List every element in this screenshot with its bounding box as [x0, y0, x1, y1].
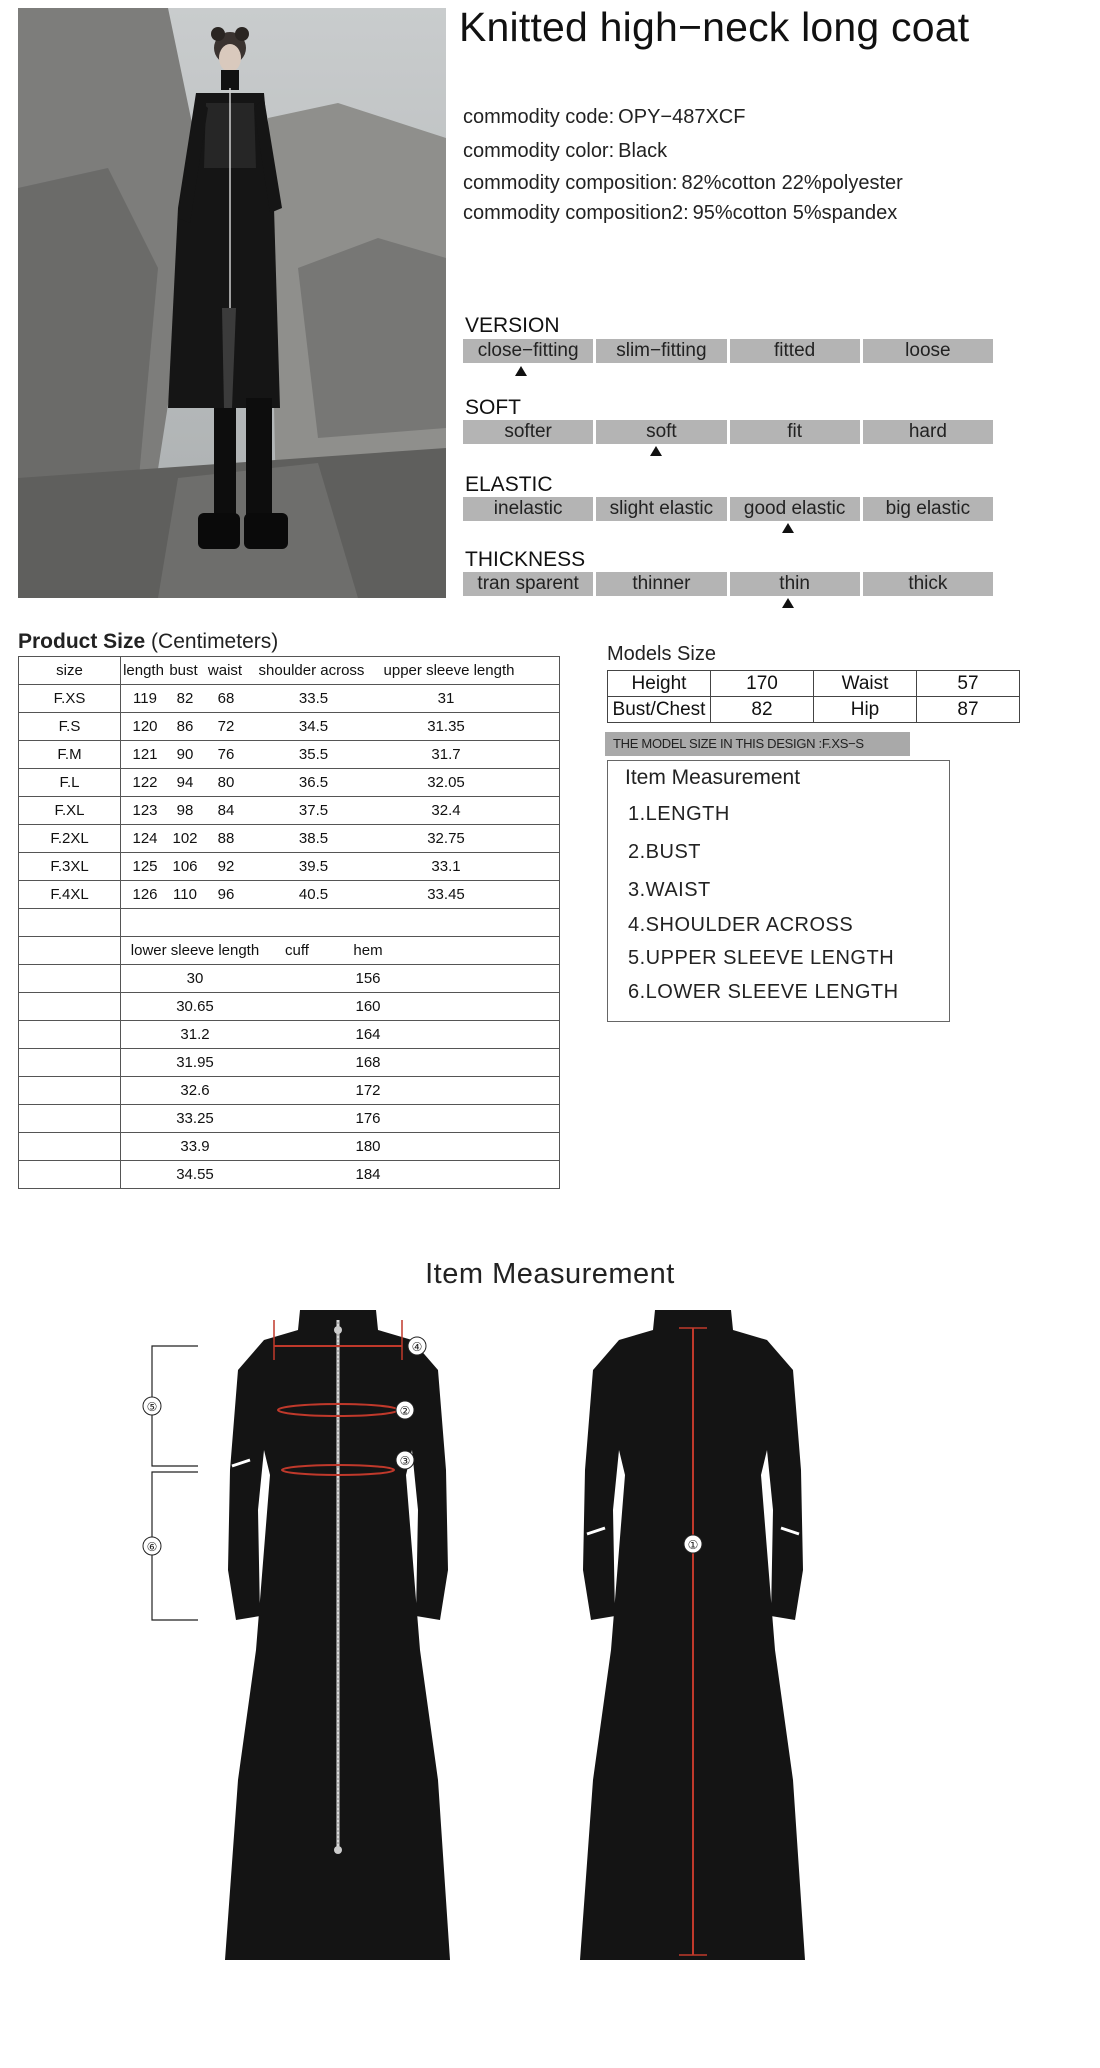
table-cell: 160	[355, 998, 381, 1015]
table-cell: 102	[172, 830, 198, 847]
soft-option: softer	[463, 420, 593, 444]
diagram-title: Item Measurement	[425, 1258, 675, 1290]
soft-selected-arrow-icon	[650, 446, 662, 456]
table-cell: 168	[355, 1054, 381, 1071]
column-header: cuff	[285, 942, 309, 959]
table-row	[19, 881, 560, 909]
size-cell: F.L	[19, 769, 121, 797]
commodity-color-label: commodity color:	[463, 140, 615, 162]
table-cell: 34.55	[176, 1166, 214, 1183]
size-cell	[19, 1133, 121, 1161]
marker-6: ⑥	[146, 1540, 158, 1554]
table-cell: 88	[217, 830, 235, 847]
size-cell	[19, 1049, 121, 1077]
table-row	[19, 657, 560, 685]
table-cell: 72	[217, 718, 235, 735]
model-photo	[18, 8, 446, 598]
values-cell	[121, 881, 560, 909]
table-cell: 106	[172, 858, 198, 875]
table-cell: 122	[132, 774, 158, 791]
table-cell: 30	[186, 970, 204, 987]
table-cell: 36.5	[298, 774, 329, 791]
table-row	[19, 797, 560, 825]
column-header: hem	[353, 942, 383, 959]
size-cell	[19, 1021, 121, 1049]
table-row	[19, 1049, 560, 1077]
size-cell	[19, 993, 121, 1021]
column-header: shoulder across	[258, 662, 365, 679]
table-row	[19, 965, 560, 993]
table-cell: 76	[217, 746, 235, 763]
version-label: VERSION	[465, 314, 560, 337]
column-header: lower sleeve length	[130, 942, 260, 959]
column-header: upper sleeve length	[383, 662, 515, 679]
table-cell: 125	[132, 858, 158, 875]
table-cell: 86	[176, 718, 194, 735]
thickness-selected-arrow-icon	[782, 598, 794, 608]
elastic-scale	[463, 497, 993, 521]
values-cell	[121, 1105, 560, 1133]
column-header: waist	[207, 662, 243, 679]
values-cell	[121, 993, 560, 1021]
table-cell: 32.75	[427, 830, 465, 847]
table-cell: 124	[132, 830, 158, 847]
item-measurement-box	[607, 760, 950, 1022]
measurement-diagram	[146, 1310, 860, 1970]
table-cell: 33.45	[427, 886, 465, 903]
table-cell: 32.05	[427, 774, 465, 791]
table-cell: 172	[355, 1082, 381, 1099]
measurement-item: 1.LENGTH	[628, 803, 730, 825]
table-cell: 164	[355, 1026, 381, 1043]
table-cell: 170	[711, 671, 814, 697]
table-row	[19, 713, 560, 741]
model-size-note: THE MODEL SIZE IN THIS DESIGN :F.XS−S	[605, 732, 910, 756]
table-cell: 98	[176, 802, 194, 819]
thickness-option: thick	[863, 572, 993, 596]
commodity-code-label: commodity code:	[463, 106, 615, 128]
table-cell: Waist	[814, 671, 917, 697]
measurement-item: 2.BUST	[628, 841, 702, 863]
table-cell: 180	[355, 1138, 381, 1155]
marker-4: ④	[411, 1340, 423, 1354]
table-row	[19, 1161, 560, 1189]
thickness-option: thin	[730, 572, 860, 596]
commodity-composition2	[463, 202, 897, 225]
table-row	[19, 993, 560, 1021]
version-option: slim−fitting	[596, 339, 726, 363]
measurement-item: 4.SHOULDER ACROSS	[628, 914, 854, 936]
column-header: length	[123, 662, 164, 679]
values-cell	[121, 1077, 560, 1105]
values-cell	[121, 657, 560, 685]
values-cell	[121, 741, 560, 769]
product-size-title	[18, 630, 278, 654]
table-row	[19, 909, 560, 937]
table-cell: 33.5	[298, 690, 329, 707]
values-cell	[121, 1161, 560, 1189]
table-row	[608, 671, 1020, 697]
values-cell	[121, 825, 560, 853]
models-size-table	[607, 670, 1020, 723]
values-cell	[121, 909, 560, 937]
table-row	[19, 1021, 560, 1049]
table-cell: 39.5	[298, 858, 329, 875]
table-cell: 57	[917, 671, 1020, 697]
version-option: loose	[863, 339, 993, 363]
coat-back	[580, 1310, 805, 1960]
table-cell: 31.2	[180, 1026, 210, 1043]
product-size-table	[18, 656, 560, 1189]
elastic-label: ELASTIC	[465, 473, 553, 496]
table-row	[19, 741, 560, 769]
table-cell: 31.7	[431, 746, 461, 763]
marker-1: ①	[687, 1538, 699, 1552]
commodity-composition2-label: commodity composition2:	[463, 202, 689, 224]
table-row	[19, 1133, 560, 1161]
table-row	[19, 853, 560, 881]
elastic-option: big elastic	[863, 497, 993, 521]
elastic-option: inelastic	[463, 497, 593, 521]
product-size-unit: (Centimeters)	[151, 630, 279, 653]
table-cell: 156	[355, 970, 381, 987]
column-header: bust	[169, 662, 198, 679]
thickness-option: tran sparent	[463, 572, 593, 596]
size-cell	[19, 1077, 121, 1105]
table-cell: 32.6	[180, 1082, 210, 1099]
values-cell	[121, 713, 560, 741]
table-cell: 96	[217, 886, 235, 903]
values-cell	[121, 1021, 560, 1049]
table-cell: 33.9	[180, 1138, 210, 1155]
table-cell: 110	[173, 886, 197, 903]
marker-3: ③	[399, 1454, 411, 1468]
commodity-color	[463, 140, 667, 163]
table-cell: 92	[217, 858, 235, 875]
values-cell	[121, 853, 560, 881]
table-cell: 31	[437, 690, 455, 707]
measurement-item: 6.LOWER SLEEVE LENGTH	[628, 981, 899, 1003]
values-cell	[121, 1049, 560, 1077]
table-cell: 35.5	[298, 746, 329, 763]
table-cell: 120	[132, 718, 158, 735]
table-cell: Bust/Chest	[608, 697, 711, 723]
size-cell: F.S	[19, 713, 121, 741]
soft-option: hard	[863, 420, 993, 444]
table-cell: 68	[217, 690, 235, 707]
table-cell: 84	[217, 802, 235, 819]
table-cell: 119	[133, 690, 157, 707]
size-cell	[19, 937, 121, 965]
table-cell: 90	[176, 746, 194, 763]
table-cell: 80	[217, 774, 235, 791]
values-cell	[121, 1133, 560, 1161]
table-cell: Hip	[814, 697, 917, 723]
item-measurement-heading: Item Measurement	[625, 766, 801, 789]
table-cell: 82	[176, 690, 194, 707]
soft-label: SOFT	[465, 396, 521, 419]
values-cell	[121, 797, 560, 825]
table-cell: 82	[711, 697, 814, 723]
size-cell	[19, 1161, 121, 1189]
measurement-item: 5.UPPER SLEEVE LENGTH	[628, 947, 895, 969]
values-cell	[121, 769, 560, 797]
elastic-option: slight elastic	[596, 497, 726, 521]
values-cell	[121, 937, 560, 965]
table-row	[19, 1105, 560, 1133]
thickness-label: THICKNESS	[465, 548, 586, 571]
table-cell: 31.95	[176, 1054, 214, 1071]
elastic-option: good elastic	[730, 497, 860, 521]
product-title: Knitted high−neck long coat	[459, 4, 970, 50]
size-cell: F.M	[19, 741, 121, 769]
elastic-selected-arrow-icon	[782, 523, 794, 533]
commodity-composition2-value: 95%cotton 5%spandex	[692, 202, 898, 224]
table-cell: 40.5	[298, 886, 329, 903]
table-cell: Height	[608, 671, 711, 697]
table-cell: 123	[132, 802, 158, 819]
models-size-title: Models Size	[607, 643, 716, 665]
commodity-composition-label: commodity composition:	[463, 172, 678, 194]
table-row	[19, 685, 560, 713]
table-cell: 31.35	[427, 718, 465, 735]
table-cell: 87	[917, 697, 1020, 723]
measurement-item: 3.WAIST	[628, 879, 711, 901]
table-cell: 121	[132, 746, 158, 763]
size-cell	[19, 965, 121, 993]
size-cell: F.2XL	[19, 825, 121, 853]
values-cell	[121, 965, 560, 993]
soft-scale	[463, 420, 993, 444]
table-cell: 126	[132, 886, 158, 903]
table-cell: 33.1	[431, 858, 461, 875]
thickness-option: thinner	[596, 572, 726, 596]
table-cell: 32.4	[431, 802, 461, 819]
table-cell: 33.25	[176, 1110, 214, 1127]
version-option: fitted	[730, 339, 860, 363]
version-scale	[463, 339, 993, 363]
size-cell: F.4XL	[19, 881, 121, 909]
table-cell: 30.65	[176, 998, 214, 1015]
size-cell	[19, 1105, 121, 1133]
table-cell: 38.5	[298, 830, 329, 847]
marker-2: ②	[399, 1404, 411, 1418]
size-cell: size	[19, 657, 121, 685]
table-row	[19, 937, 560, 965]
table-row	[608, 697, 1020, 723]
version-option: close−fitting	[463, 339, 593, 363]
values-cell	[121, 685, 560, 713]
commodity-composition	[463, 172, 903, 195]
table-row	[19, 769, 560, 797]
product-size-heading: Product Size	[18, 630, 146, 653]
size-cell: F.XL	[19, 797, 121, 825]
size-cell	[19, 909, 121, 937]
commodity-color-value: Black	[618, 140, 668, 162]
table-cell: 34.5	[298, 718, 329, 735]
marker-5: ⑤	[146, 1400, 158, 1414]
table-cell: 94	[176, 774, 194, 791]
thickness-scale	[463, 572, 993, 596]
table-cell: 37.5	[298, 802, 329, 819]
table-row	[19, 1077, 560, 1105]
soft-option: soft	[596, 420, 726, 444]
table-cell: 176	[355, 1110, 381, 1127]
table-row	[19, 825, 560, 853]
soft-option: fit	[730, 420, 860, 444]
commodity-code-value: OPY−487XCF	[618, 106, 746, 128]
table-cell: 184	[355, 1166, 381, 1183]
commodity-composition-value: 82%cotton 22%polyester	[681, 172, 903, 194]
size-cell: F.XS	[19, 685, 121, 713]
version-selected-arrow-icon	[515, 366, 527, 376]
size-cell: F.3XL	[19, 853, 121, 881]
commodity-code	[463, 106, 745, 129]
